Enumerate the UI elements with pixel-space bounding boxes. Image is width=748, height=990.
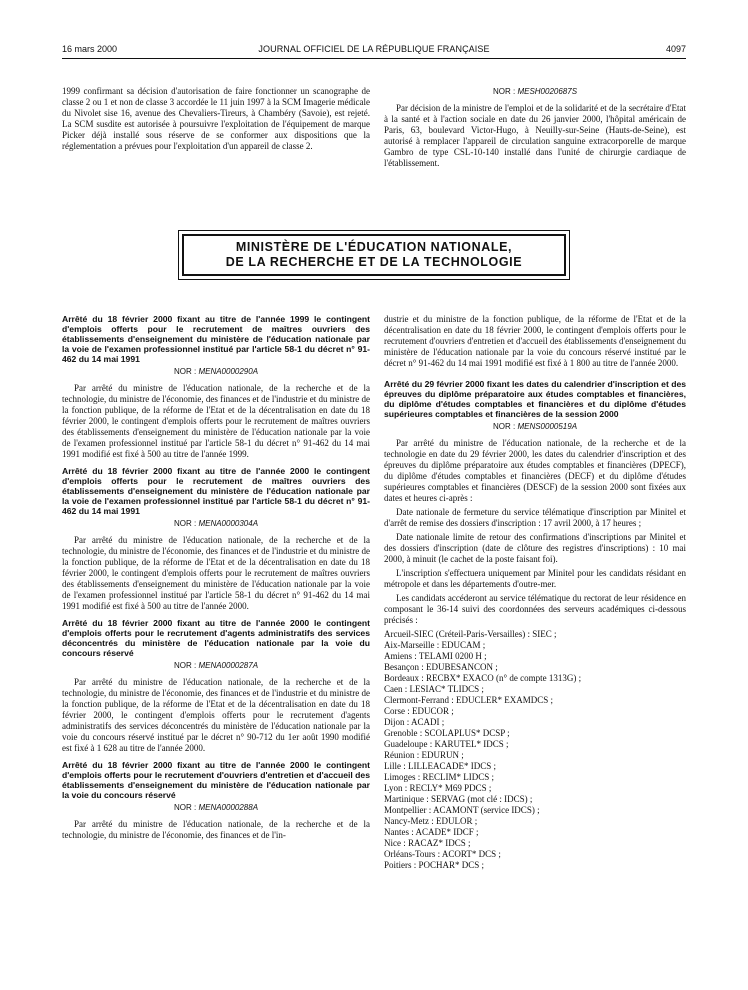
arrete-block [62, 314, 370, 460]
arrete-text: Par arrêté du ministre de l'éducation nationale, de la recherche et de la technologie, du ministre de l'économie, des finances et de l'industrie et du ministre de la fonction publique, de la réforme de l'Etat et de la décentralisation en date du 18 février 2000, le contingent d'emplois offerts pour le recrutement d'agents administratifs des services déconcentrés du ministère de l'éducation nationale par la voie du concours réservé institué par le décret n° 90-712 du 1er août 1990 modifié est fixé à 1 628 au titre de l'année 2000. [62, 677, 370, 753]
header-title: JOURNAL OFFICIEL DE LA RÉPUBLIQUE FRANÇAISE [258, 44, 490, 54]
nor-line: NOR : MENA0000287A [173, 661, 259, 670]
list-item: Bordeaux : RECBX* EXACO (n° de compte 1313G) ; [384, 673, 582, 683]
right-column [384, 314, 686, 871]
left-column [62, 310, 370, 844]
nor-code: MENS0000519A [517, 422, 578, 431]
ministry-line-2: DE LA RECHERCHE ET DE LA TECHNOLOGIE [225, 255, 523, 269]
arrete-title: Arrêté du 18 février 2000 fixant au titre de l'année 1999 le contingent d'emplois offerts pour le recrutement de maîtres ouvriers des établissements d'enseignement du ministère de l'éducation nationale par la voie de l'examen professionnel institué par l'article 58-1 du décret n° 91-462 du 14 mai 1991 [62, 314, 370, 364]
arrete-block [62, 760, 370, 841]
paragraph: L'inscription s'effectuera uniquement par Minitel pour les candidats résidant en métropole et dans les départements d'outre-mer. [384, 568, 686, 589]
paragraph: Par arrêté du ministre de l'éducation nationale, de la recherche et de la technologie en date du 29 février 2000, les dates du calendrier d'inscription et des épreuves du diplôme préparatoire aux études comptables et financières (DPECF), du diplôme d'études comptables et financières (DECF) et du diplôme d'études supérieures comptables et financières (DESCF) de la session 2000 sont fixées aux dates et heures ci-après : [384, 438, 686, 503]
list-item: Clermont-Ferrand : EDUCLER* EXAMDCS ; [384, 695, 553, 705]
arrete-text: Par arrêté du ministre de l'éducation nationale, de la recherche et de la technologie, du ministre de l'économie, des finances et de l'in- [62, 819, 370, 840]
list-item: Limoges : RECLIM* LIDCS ; [384, 772, 494, 782]
header-rule [62, 58, 686, 59]
arrete-title: Arrêté du 18 février 2000 fixant au titre de l'année 2000 le contingent d'emplois offerts pour le recrutement de maîtres ouvriers des établissements d'enseignement du ministère de l'éducation nationale par la voie de l'examen professionnel institué par l'article 58-1 du décret n° 91-462 du 14 mai 1991 [62, 466, 370, 516]
arrete-text: Par arrêté du ministre de l'éducation nationale, de la recherche et de la technologie, du ministre de l'économie, des finances et de l'industrie et du ministre de la fonction publique, de la réforme de l'Etat et de la décentralisation en date du 18 février 2000, le contingent d'emplois offerts pour le recrutement de maîtres ouvriers des établissements d'enseignement du ministère de l'éducation nationale par la voie de l'examen professionnel institué par l'article 58-1 du décret n° 91-462 du 14 mai 1991 modifié est fixé à 500 au titre de l'année 2000. [62, 535, 370, 611]
page-header [62, 44, 686, 58]
arrete-title: Arrêté du 29 février 2000 fixant les dates du calendrier d'inscription et des épreuves du diplôme préparatoire aux études comptables et financières, du diplôme d'études comptables et financières et du diplôme d'études supérieures comptables et financières de la session 2000 [384, 379, 686, 419]
list-item: Martinique : SERVAG (mot clé : IDCS) ; [384, 794, 533, 804]
top-right-section [384, 86, 686, 172]
list-item: Dijon : ACADI ; [384, 717, 445, 727]
list-item: Lille : LILLEACADE* IDCS ; [384, 761, 496, 771]
list-item: Besançon : EDUBESANCON ; [384, 662, 498, 672]
nor-line: NOR : MENS0000519A [492, 422, 578, 431]
list-item: Réunion : EDURUN ; [384, 750, 464, 760]
nor-code: MENA0000290A [198, 367, 259, 376]
server-list [384, 629, 686, 871]
nor-line: NOR : MENA0000288A [173, 803, 259, 812]
list-item: Montpellier : ACAMONT (service IDCS) ; [384, 805, 540, 815]
top-right-text: Par décision de la ministre de l'emploi et de la solidarité et de la secrétaire d'Etat à la santé et à l'action sociale en date du 26 janvier 2000, l'hôpital américain de Paris, 63, boulevard Victor-Hugo, à Neuilly-sur-Seine (Hauts-de-Seine), est autorisé à remplacer l'appareil de circulation sanguine extracorporelle de marque Gambro de type CSL-10-140 installé dans l'unité de chirurgie cardiaque de l'établissement. [384, 103, 686, 168]
paragraph: Date nationale limite de retour des confirmations d'inscriptions par Minitel et des dossiers d'inscription (date de clôture des registres d'inscriptions) : 10 mai 2000, à minuit (le cachet de la poste faisant foi). [384, 532, 686, 564]
list-item: Orléans-Tours : ACORT* DCS ; [384, 849, 501, 859]
list-item: Guadeloupe : KARUTEL* IDCS ; [384, 739, 509, 749]
ministry-heading [182, 234, 566, 276]
nor-line: NOR : MENA0000304A [173, 519, 259, 528]
top-left-text: 1999 confirmant sa décision d'autorisation de faire fonctionner un scanographe de classe 2 ou 1 et non de classe 3 accordée le 11 juin 1997 à la SCM Imagerie médicale du Nivolet sise 16, avenue des Chevaliers-Tireurs, à Chambéry (Savoie), est rejeté. La SCM susdite est autorisée à poursuivre l'exploitation de l'équipement de marque Picker déjà installé sous réserve de se conformer aux dispositions que la réglementation a prévues pour l'exploitation d'un appareil de classe 2. [62, 86, 370, 151]
arrete-block [384, 379, 686, 871]
top-left-section [62, 86, 370, 155]
paragraph: Date nationale de fermeture du service télématique d'inscription par Minitel et d'arrêt de remise des dossiers d'inscription : 17 avril 2000, à 17 heures ; [384, 507, 686, 528]
list-item: Aix-Marseille : EDUCAM ; [384, 640, 486, 650]
list-item: Arcueil-SIEC (Créteil-Paris-Versailles) : SIEC ; [384, 629, 557, 639]
list-item: Amiens : TELAMI 0200 H ; [384, 651, 487, 661]
list-item: Grenoble : SCOLAPLUS* DCSP ; [384, 728, 510, 738]
ministry-line-1: MINISTÈRE DE L'ÉDUCATION NATIONALE, [235, 240, 513, 254]
list-item: Nice : RACAZ* IDCS ; [384, 838, 471, 848]
nor-code: MENA0000304A [198, 519, 259, 528]
header-page-number: 4097 [665, 44, 686, 54]
list-item: Lyon : RECLY* M69 PDCS ; [384, 783, 492, 793]
list-item: Corse : EDUCOR ; [384, 706, 454, 716]
arrete-block [62, 618, 370, 754]
arrete-title: Arrêté du 18 février 2000 fixant au titre de l'année 2000 le contingent d'emplois offerts pour le recrutement d'agents administratifs des services déconcentrés du ministère de l'éducation nationale par la voie du concours réservé [62, 618, 370, 658]
nor-code: MENA0000288A [198, 803, 259, 812]
list-item: Caen : LESIAC* TLIDCS ; [384, 684, 484, 694]
arrete-block [62, 466, 370, 612]
nor-code: MESH0020687S [517, 87, 578, 96]
list-item: Poitiers : POCHAR* DCS ; [384, 860, 485, 870]
arrete-title: Arrêté du 18 février 2000 fixant au titre de l'année 2000 le contingent d'emplois offerts pour le recrutement d'ouvriers d'entretien et d'accueil des établissements d'enseignement du ministère de l'éducation nationale par la voie du concours réservé [62, 760, 370, 800]
header-date: 16 mars 2000 [62, 44, 118, 54]
nor-line: NOR : MESH0020687S [492, 87, 578, 96]
list-item: Nantes : ACADE* IDCF ; [384, 827, 479, 837]
nor-code: MENA0000287A [198, 661, 259, 670]
paragraph: Les candidats accéderont au service télématique du rectorat de leur résidence en composant le 36-14 suivi des coordonnées des serveurs académiques ci-dessous précisés : [384, 593, 686, 625]
continuation-text: dustrie et du ministre de la fonction publique, de la réforme de l'Etat et de la décentralisation en date du 18 février 2000, le contingent d'emplois offerts pour le recrutement d'ouvriers d'entretien et d'accueil des établissements d'enseignement du ministère de l'éducation nationale par la voie du concours réservé institué par le décret n° 91-462 du 14 mai 1991 modifié est fixé à 1 800 au titre de l'année 2000. [384, 314, 686, 368]
nor-line: NOR : MENA0000290A [173, 367, 259, 376]
list-item: Nancy-Metz : EDULOR ; [384, 816, 478, 826]
arrete-text: Par arrêté du ministre de l'éducation nationale, de la recherche et de la technologie, du ministre de l'économie, des finances et de l'industrie et du ministre de la fonction publique, de la réforme de l'Etat et de la décentralisation en date du 18 février 2000, le contingent d'emplois offerts pour le recrutement de maîtres ouvriers des établissements d'enseignement du ministère de l'éducation nationale par la voie de l'examen professionnel institué par l'article 58-1 du décret n° 91-462 du 14 mai 1991 modifié est fixé à 500 au titre de l'année 1999. [62, 383, 370, 459]
